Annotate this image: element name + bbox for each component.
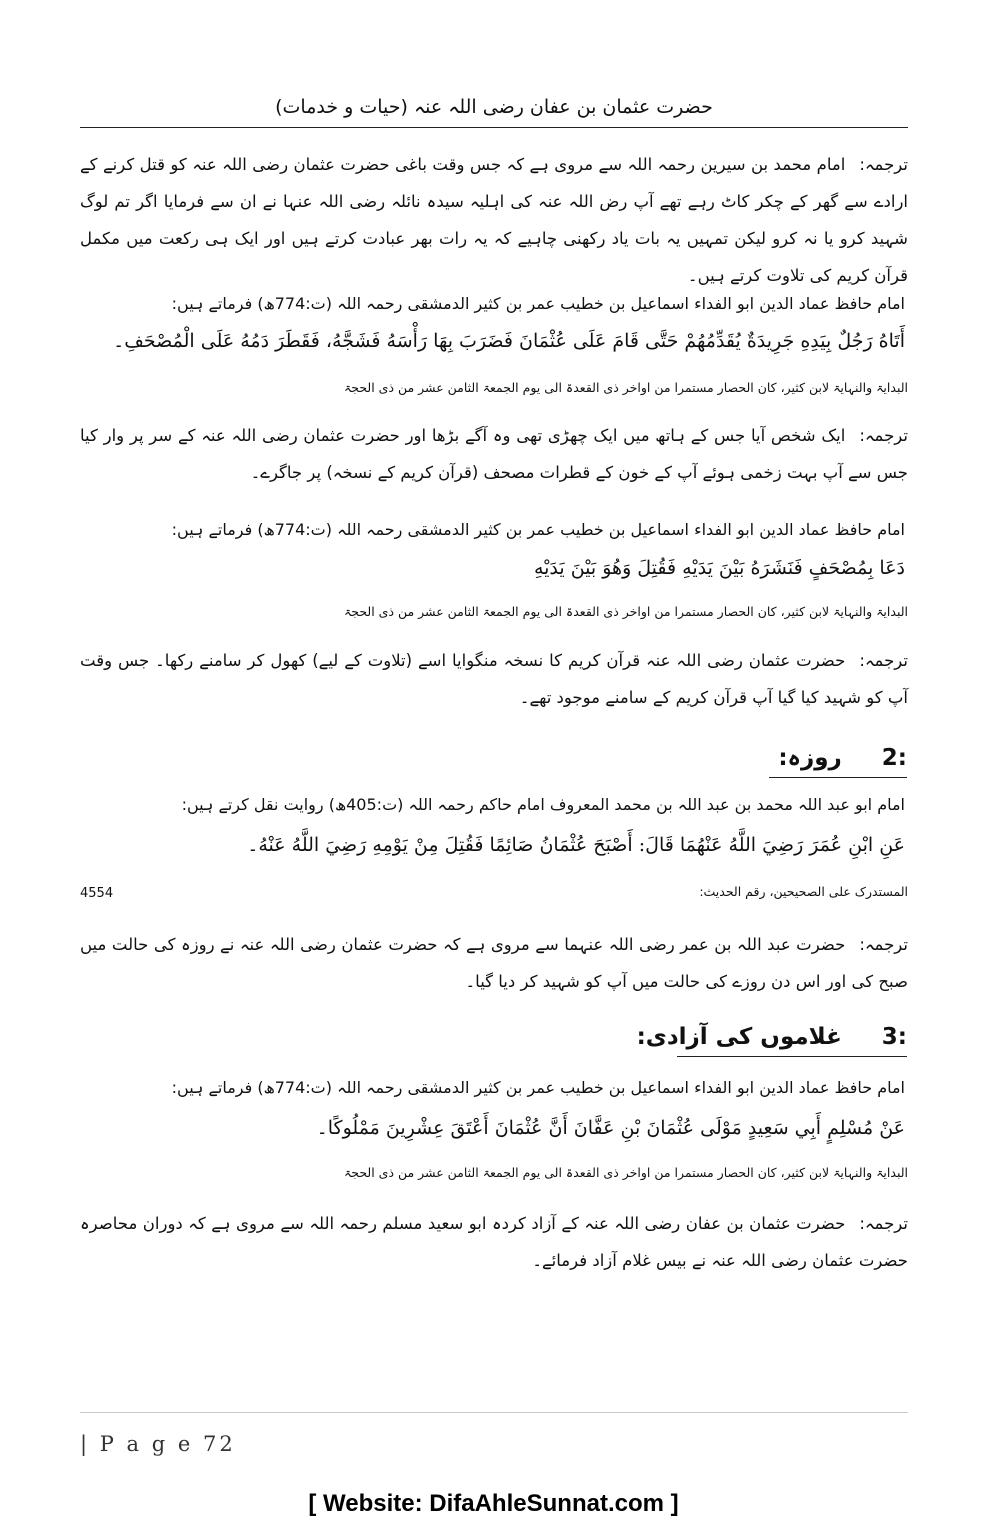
translation-paragraph bbox=[80, 417, 908, 491]
translation-paragraph bbox=[80, 642, 908, 716]
heading-underline bbox=[769, 777, 907, 778]
section-heading-fasting bbox=[778, 742, 907, 774]
narrator-intro: امام حافظ عماد الدین ابو الفداء اسماعیل بن خطیب عمر بن کثیر الدمشقی رحمہ اللہ (ت:774ھ) فرماتے ہیں: bbox=[171, 1078, 905, 1097]
translation-label: ترجمہ: bbox=[859, 1214, 908, 1233]
narrator-intro: امام ابو عبد اللہ محمد بن عبد اللہ بن محمد المعروف امام حاکم رحمہ اللہ (ت:405ھ) روایت نقل کرتے ہیں: bbox=[181, 795, 905, 814]
arabic-text: عَنِ ابْنِ عُمَرَ رَضِيَ اللَّهُ عَنْهُمَا قَالَ: أَصْبَحَ عُثْمَانُ صَائِمًا فَقُتِلَ مِنْ يَوْمِهِ رَضِيَ اللَّهُ عَنْهُ۔ bbox=[247, 834, 905, 856]
section-number: :2 bbox=[881, 745, 907, 771]
footer-divider bbox=[80, 1412, 908, 1413]
translation-label: ترجمہ: bbox=[859, 935, 908, 954]
reference-citation: البدایۃ والنہایۃ لابن کثیر، کان الحصار مستمرا من اواخر ذی القعدۃ الی یوم الجمعۃ الثامن عشر من ذی الحجۃ bbox=[343, 380, 908, 395]
translation-text: حضرت عثمان بن عفان رضی اللہ عنہ کے آزاد کردہ ابو سعید مسلم رحمہ اللہ سے مروی ہے کہ دوران محاصرہ حضرت عثمان رضی اللہ عنہ نے بیس غلام آزاد فرمائے۔ bbox=[80, 1214, 908, 1270]
section-number: :3 bbox=[881, 1024, 907, 1050]
translation-label: ترجمہ: bbox=[859, 651, 908, 670]
page-number: | P a g e 72 bbox=[80, 1432, 236, 1456]
intro-translation-paragraph bbox=[80, 146, 908, 294]
narrator-intro: امام حافظ عماد الدین ابو الفداء اسماعیل بن خطیب عمر بن کثیر الدمشقی رحمہ اللہ (ت:774ھ) فرماتے ہیں: bbox=[171, 294, 905, 313]
reference-citation: البدایۃ والنہایۃ لابن کثیر، کان الحصار مستمرا من اواخر ذی القعدۃ الی یوم الجمعۃ الثامن عشر من ذی الحجۃ bbox=[343, 1165, 908, 1180]
translation-text: حضرت عبد اللہ بن عمر رضی اللہ عنہما سے مروی ہے کہ حضرت عثمان رضی اللہ عنہ نے روزہ کی حالت میں صبح کی اور اس دن روزے کی حالت میں آپ کو شہید کر دیا گیا۔ bbox=[80, 935, 908, 991]
reference-citation: المستدرک علی الصحیحین، رقم الحدیث: bbox=[699, 884, 908, 899]
section-title: روزہ: bbox=[778, 745, 842, 771]
arabic-text: عَنْ مُسْلِمٍ أَبِي سَعِيدٍ مَوْلَى عُثْمَانَ بْنِ عَفَّانَ أَنَّ عُثْمَانَ أَعْتَقَ عِشْرِينَ مَمْلُوكًا۔ bbox=[316, 1117, 905, 1139]
section-title: غلاموں کی آزادی: bbox=[636, 1024, 842, 1050]
heading-underline bbox=[677, 1056, 907, 1057]
translation-label: ترجمہ: bbox=[859, 155, 908, 174]
arabic-text: دَعَا بِمُصْحَفٍ فَنَشَرَهُ بَيْنَ يَدَيْهِ فَقُتِلَ وَهُوَ بَيْنَ يَدَيْهِ bbox=[533, 557, 905, 579]
header-divider bbox=[80, 127, 908, 128]
section-heading-slaves bbox=[637, 1021, 907, 1053]
website-banner: [ Website: DifaAhleSunnat.com ] bbox=[308, 1490, 679, 1517]
page-header-title: حضرت عثمان بن عفان رضی اللہ عنہ (حیات و خدمات) bbox=[275, 96, 713, 118]
translation-text: ایک شخص آیا جس کے ہاتھ میں ایک چھڑی تھی وہ آگے بڑھا اور حضرت عثمان رضی اللہ عنہ کے سر پر وار کیا جس سے آپ بہت زخمی ہوئے آپ کے خون کے قطرات مصحف (قرآن کریم کے نسخہ) پر جاگرے۔ bbox=[80, 426, 908, 482]
narrator-intro: امام حافظ عماد الدین ابو الفداء اسماعیل بن خطیب عمر بن کثیر الدمشقی رحمہ اللہ (ت:774ھ) فرماتے ہیں: bbox=[171, 520, 905, 539]
translation-text: امام محمد بن سیرین رحمہ اللہ سے مروی ہے کہ جس وقت باغی حضرت عثمان رضی اللہ عنہ کو قتل کرنے کے ارادے سے گھر کے چکر کاٹ رہے تھے آپ رض اللہ عنہ کی اہلیہ سیدہ نائلہ رضی اللہ عنہا نے ان سے فرمایا اگر تم لوگ شہید کرو یا نہ کرو لیکن تمہیں یہ بات یاد رکھنی چاہیے کہ یہ رات بھر عبادت کرتے ہیں اور ایک ہی رکعت میں مکمل قرآن کریم کی تلاوت کرتے ہیں۔ bbox=[80, 155, 908, 285]
reference-citation: البدایۃ والنہایۃ لابن کثیر، کان الحصار مستمرا من اواخر ذی القعدۃ الی یوم الجمعۃ الثامن عشر من ذی الحجۃ bbox=[343, 604, 908, 619]
translation-text: حضرت عثمان رضی اللہ عنہ قرآن کریم کا نسخہ منگوایا اسے (تلاوت کے لیے) کھول کر سامنے رکھا۔ جس وقت آپ کو شہید کیا گیا آپ قرآن کریم کے سامنے موجود تھے۔ bbox=[80, 651, 908, 707]
translation-label: ترجمہ: bbox=[859, 426, 908, 445]
translation-paragraph bbox=[80, 926, 908, 1000]
reference-number: 4554 bbox=[80, 886, 114, 901]
arabic-text: أَتَاهُ رَجُلٌ بِيَدِهِ جَرِيدَةٌ يُقَدِّمُهُمْ حَتَّى قَامَ عَلَى عُثْمَانَ فَضَرَبَ بِهَا رَأْسَهُ فَشَجَّهُ، فَقَطَرَ دَمُهُ عَلَى الْمُصْحَفِ۔ bbox=[113, 330, 905, 352]
translation-paragraph bbox=[80, 1205, 908, 1279]
